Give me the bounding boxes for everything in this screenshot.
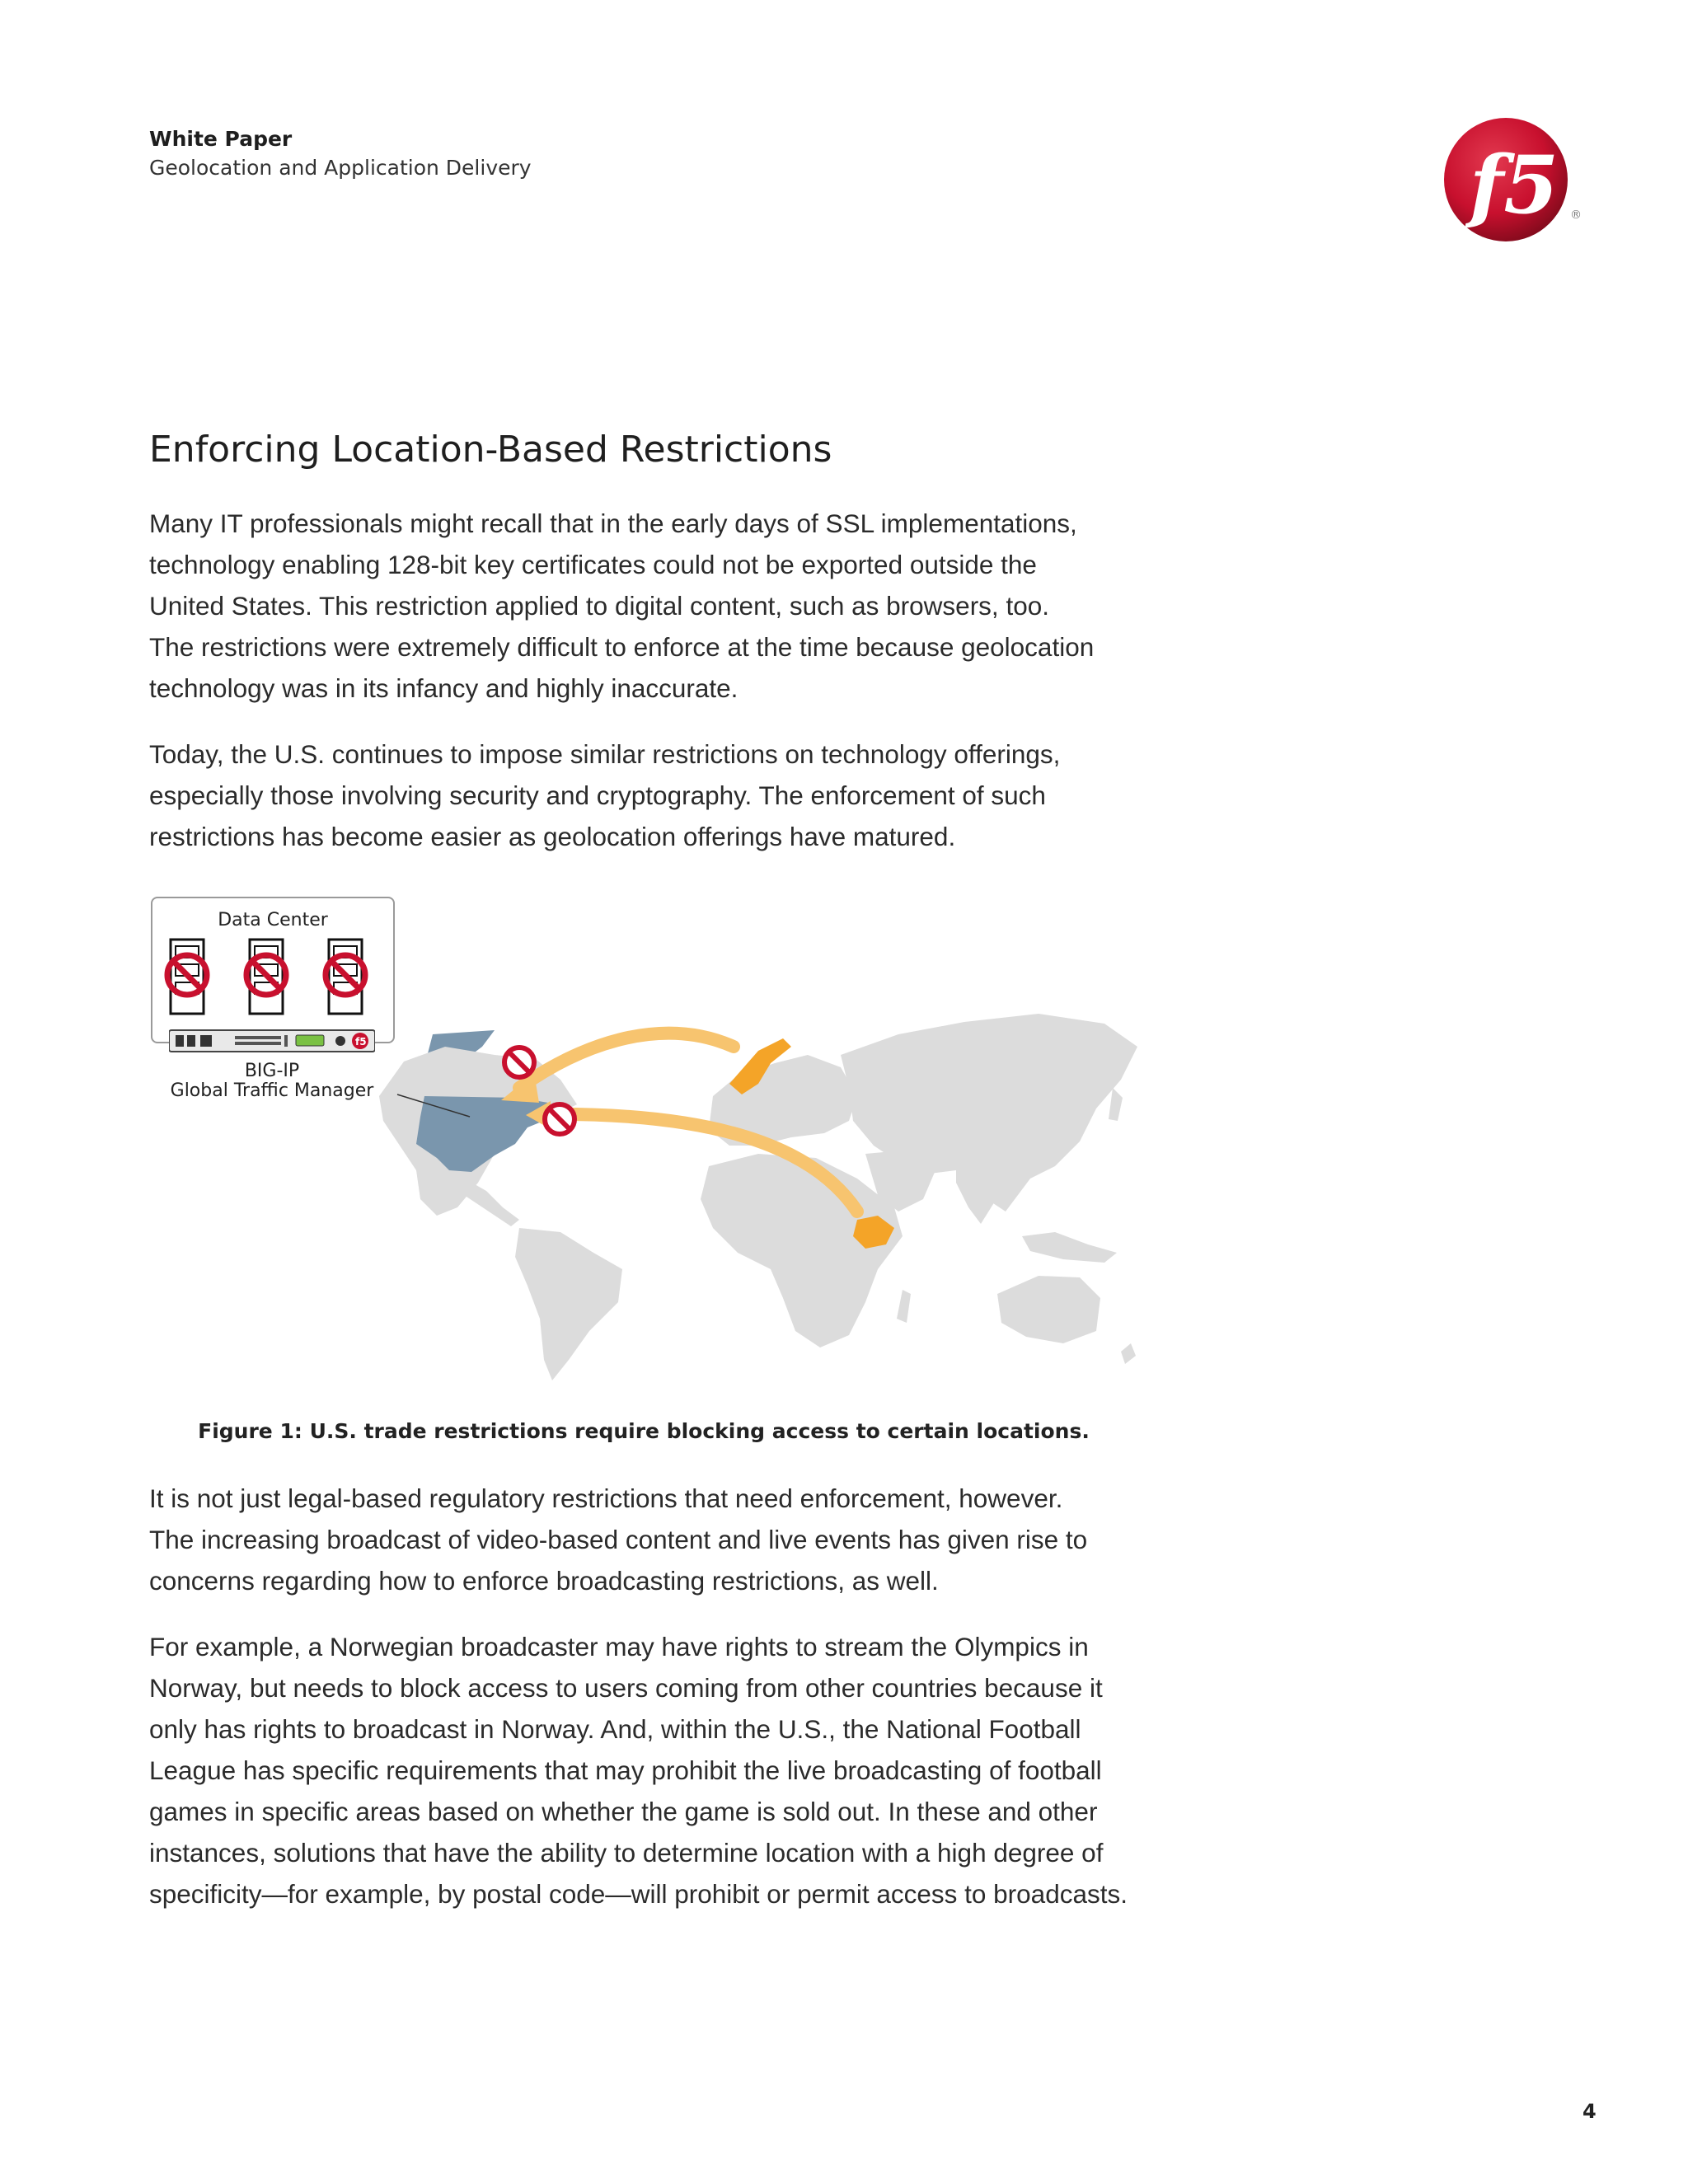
south-america-shape <box>515 1228 622 1380</box>
paragraph-line: The increasing broadcast of video-based content and live events has given rise to <box>149 1525 1088 1554</box>
paragraph-line: specificity—for example, by postal code—will prohibit or permit access to broadcasts. <box>149 1879 1128 1909</box>
africa-shape <box>701 1154 903 1347</box>
paragraph-line: Many IT professionals might recall that in the early days of SSL implementations, <box>149 509 1077 538</box>
figure-world-map <box>132 882 1146 1393</box>
body-paragraph-3 <box>149 1478 1163 1601</box>
paragraph-line: For example, a Norwegian broadcaster may have rights to stream the Olympics in <box>149 1632 1089 1661</box>
paragraph-line: League has specific requirements that may prohibit the live broadcasting of football <box>149 1755 1102 1785</box>
data-center-box <box>151 897 395 1043</box>
svg-text:f5: f5 <box>1470 138 1559 232</box>
f5-logo-icon <box>1438 115 1587 247</box>
svg-text:®: ® <box>1570 209 1582 222</box>
body-paragraph-1 <box>149 503 1163 709</box>
paragraph-line: The restrictions were extremely difficult to enforce at the time because geolocation <box>149 632 1095 662</box>
no-entry-icon <box>504 1047 534 1077</box>
body-paragraph-2 <box>149 733 1163 857</box>
bigip-label-line2: Global Traffic Manager <box>170 1080 374 1101</box>
no-entry-icon <box>545 1104 574 1134</box>
paragraph-line: restrictions has become easier as geolocation offerings have matured. <box>149 822 956 851</box>
document-type-label: White Paper <box>149 127 293 151</box>
section-heading: Enforcing Location-Based Restrictions <box>149 429 832 471</box>
paragraph-line: It is not just legal-based regulatory restrictions that need enforcement, however. <box>149 1483 1063 1513</box>
paragraph-line: Norway, but needs to block access to users coming from other countries because it <box>149 1673 1103 1703</box>
australia-shape <box>997 1276 1100 1343</box>
paragraph-line: games in specific areas based on whether the game is sold out. In these and other <box>149 1797 1098 1826</box>
page-number: 4 <box>1582 2100 1597 2123</box>
madagascar-shape <box>897 1290 911 1323</box>
svg-text:f5: f5 <box>355 1036 367 1047</box>
japan-shape <box>1109 1088 1123 1121</box>
new-zealand-shape <box>1121 1343 1136 1364</box>
paragraph-line: technology enabling 128-bit key certificates could not be exported outside the <box>149 550 1037 579</box>
bigip-label <box>165 1062 379 1101</box>
bigip-appliance-icon <box>169 1029 375 1053</box>
paragraph-line: Today, the U.S. continues to impose similar restrictions on technology offerings, <box>149 739 1061 769</box>
data-center-label: Data Center <box>218 910 328 930</box>
paragraph-line: especially those involving security and cryptography. The enforcement of such <box>149 780 1046 810</box>
figure-caption: Figure 1: U.S. trade restrictions require blocking access to certain locations. <box>198 1419 1090 1443</box>
india-shape <box>956 1166 1001 1224</box>
central-america-shape <box>457 1174 519 1226</box>
paragraph-line: instances, solutions that have the ability to determine location with a high degree of <box>149 1838 1104 1868</box>
paragraph-line: concerns regarding how to enforce broadcasting restrictions, as well. <box>149 1566 939 1596</box>
body-paragraph-4 <box>149 1626 1163 1915</box>
paragraph-line: only has rights to broadcast in Norway. And, within the U.S., the National Football <box>149 1714 1081 1744</box>
paragraph-line: technology was in its infancy and highly inaccurate. <box>149 673 738 703</box>
indonesia-shape <box>1022 1232 1117 1263</box>
bigip-label-line1: BIG-IP <box>244 1061 300 1081</box>
document-title: Geolocation and Application Delivery <box>149 156 532 180</box>
paragraph-line: United States. This restriction applied to digital content, such as browsers, too. <box>149 591 1049 621</box>
